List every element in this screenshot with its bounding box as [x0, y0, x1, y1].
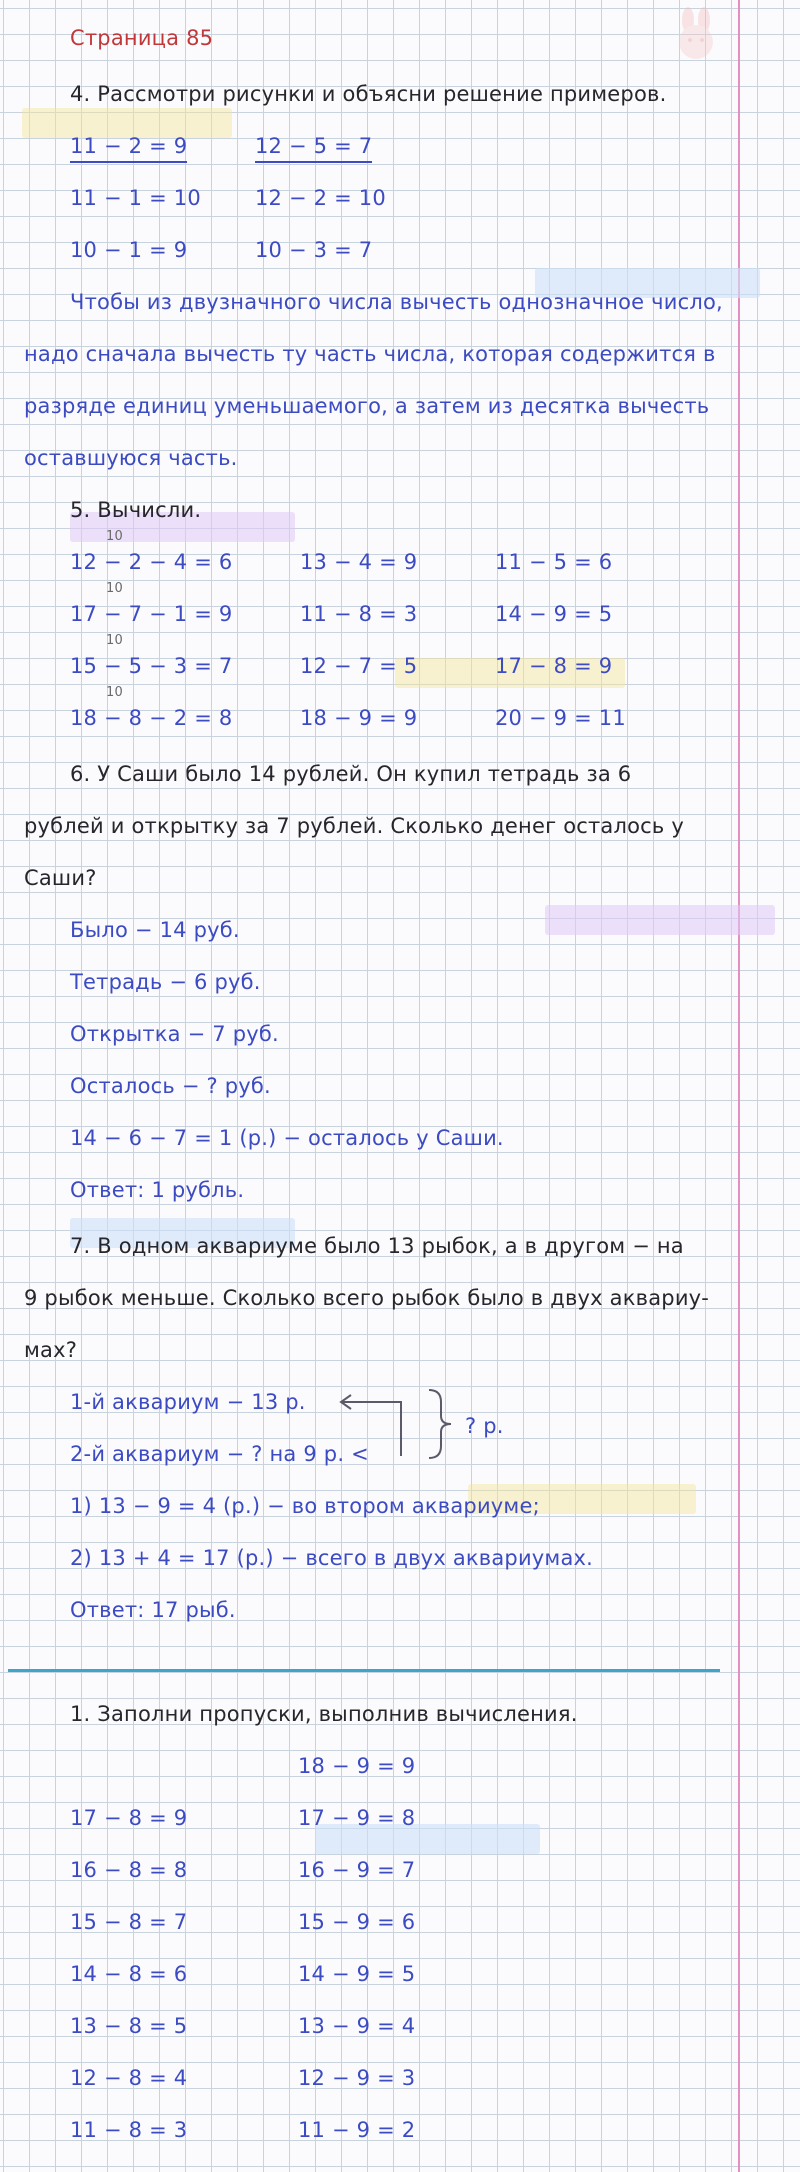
task1-example: 12 − 8 = 4	[70, 2066, 188, 2090]
task4-example: 11 − 1 = 10	[70, 186, 201, 210]
task4-example: 12 − 2 = 10	[255, 186, 386, 210]
task7-text-line: 9 рыбок меньше. Сколько всего рыбок было в двух аквариу-	[24, 1286, 710, 1310]
brace-label: ? р.	[465, 1414, 504, 1438]
task5-example: 18 − 9 = 9	[300, 706, 418, 730]
task7-text-line: 7. В одном аквариуме было 13 рыбок, а в другом − на	[70, 1234, 684, 1258]
task1-example: 11 − 9 = 2	[298, 2118, 416, 2142]
ten-mark: 10	[106, 685, 123, 700]
task4-example: 11 − 2 = 9	[70, 136, 187, 163]
watermark-band	[545, 905, 775, 935]
task6-answer: Ответ: 1 рубль.	[70, 1178, 245, 1202]
task4-explanation-line: Чтобы из двузначного числа вычесть однозначное число,	[70, 290, 723, 314]
task5-example: 12 − 7 = 5	[300, 654, 418, 678]
task5-example: 15 − 5 − 3 = 7	[70, 654, 233, 678]
task4-example: 12 − 5 = 7	[255, 136, 372, 163]
task5-example: 18 − 8 − 2 = 8	[70, 706, 233, 730]
task6-text-line: рублей и открытку за 7 рублей. Сколько денег осталось у	[24, 814, 684, 838]
task1-example: 16 − 9 = 7	[298, 1858, 416, 1882]
task6-text-line: Саши?	[24, 866, 97, 890]
task1-example: 16 − 8 = 8	[70, 1858, 188, 1882]
comparison-arrow	[335, 1392, 415, 1462]
bunny-logo-icon	[668, 6, 724, 62]
page-title: Страница 85	[70, 26, 214, 50]
task5-example: 13 − 4 = 9	[300, 550, 418, 574]
section-separator	[8, 1669, 720, 1672]
task1-example: 14 − 9 = 5	[298, 1962, 416, 1986]
task4-example: 10 − 3 = 7	[255, 238, 373, 262]
margin-line	[738, 0, 740, 2172]
ten-mark: 10	[106, 633, 123, 648]
task1-example: 13 − 8 = 5	[70, 2014, 188, 2038]
task1-example: 12 − 9 = 3	[298, 2066, 416, 2090]
task6-solution-line: Тетрадь − 6 руб.	[70, 970, 261, 994]
task6-solution-line: 14 − 6 − 7 = 1 (р.) − осталось у Саши.	[70, 1126, 504, 1150]
task1-title: 1. Заполни пропуски, выполнив вычисления.	[70, 1702, 578, 1726]
task5-example: 17 − 8 = 9	[495, 654, 613, 678]
task5-example: 20 − 9 = 11	[495, 706, 626, 730]
curly-brace	[425, 1388, 455, 1460]
ten-mark: 10	[106, 529, 123, 544]
task7-answer: Ответ: 17 рыб.	[70, 1598, 236, 1622]
task7-condition-line: 1-й аквариум − 13 р.	[70, 1390, 306, 1414]
task4-explanation-line: разряде единиц уменьшаемого, а затем из десятка вычесть	[24, 394, 710, 418]
task4-example: 10 − 1 = 9	[70, 238, 188, 262]
task5-example: 11 − 5 = 6	[495, 550, 613, 574]
task6-solution-line: Открытка − 7 руб.	[70, 1022, 279, 1046]
task7-text-line: мах?	[24, 1338, 78, 1362]
task1-example: 15 − 9 = 6	[298, 1910, 416, 1934]
task5-title: 5. Вычисли.	[70, 498, 202, 522]
ten-mark: 10	[106, 581, 123, 596]
task1-example: 17 − 8 = 9	[70, 1806, 188, 1830]
task7-solution-line: 2) 13 + 4 = 17 (р.) − всего в двух аквариумах.	[70, 1546, 594, 1570]
task4-explanation-line: надо сначала вычесть ту часть числа, которая содержится в	[24, 342, 716, 366]
task6-solution-line: Осталось − ? руб.	[70, 1074, 271, 1098]
task5-example: 17 − 7 − 1 = 9	[70, 602, 233, 626]
task6-text-line: 6. У Саши было 14 рублей. Он купил тетрадь за 6	[70, 762, 632, 786]
task5-example: 14 − 9 = 5	[495, 602, 613, 626]
task1-example: 11 − 8 = 3	[70, 2118, 188, 2142]
task5-example: 11 − 8 = 3	[300, 602, 418, 626]
task7-condition-line: 2-й аквариум − ? на 9 р. <	[70, 1442, 369, 1466]
task6-solution-line: Было − 14 руб.	[70, 918, 240, 942]
task7-solution-line: 1) 13 − 9 = 4 (р.) − во втором аквариуме;	[70, 1494, 540, 1518]
task1-example: 13 − 9 = 4	[298, 2014, 416, 2038]
task4-title: 4. Рассмотри рисунки и объясни решение примеров.	[70, 82, 667, 106]
task1-example: 18 − 9 = 9	[298, 1754, 416, 1778]
task4-explanation-line: оставшуюся часть.	[24, 446, 238, 470]
task1-example: 14 − 8 = 6	[70, 1962, 188, 1986]
task5-example: 12 − 2 − 4 = 6	[70, 550, 233, 574]
task1-example: 15 − 8 = 7	[70, 1910, 188, 1934]
task1-example: 17 − 9 = 8	[298, 1806, 416, 1830]
